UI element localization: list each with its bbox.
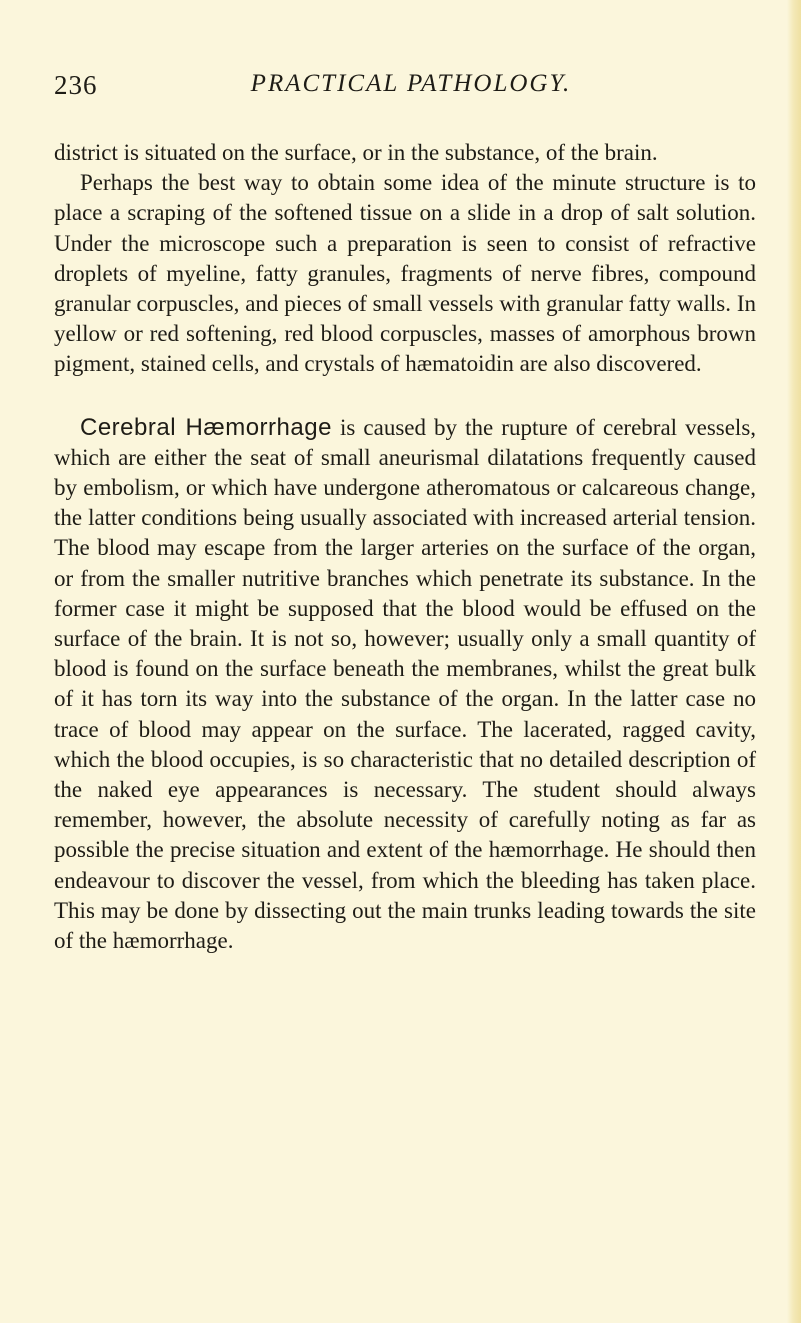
body-text	[54, 138, 756, 956]
running-title: PRACTICAL PATHOLOGY.	[250, 70, 572, 97]
section-body: is caused by the rupture of cerebral vessels, which are either the seat of small aneurismal dilatations frequently caused by embolism, or which have undergone atheromatous or calcareous change, the latter conditions being usually associated with increased arterial tension. The blood may escape from the larger arteries on the surface of the organ, or from the smaller nutritive branches which penetrate its substance. In the former case it might be supposed that the blood would be effused on the surface of the brain. It is not so, however; usually only a small quantity of blood is found on the surface beneath the membranes, whilst the great bulk of it has torn its way into the substance of the organ. In the latter case no trace of blood may appear on the surface. The lacerated, ragged cavity, which the blood occupies, is so characteristic that no detailed description of the naked eye appearances is necessary. The student should always remember, however, the absolute necessity of carefully noting as far as possible the precise situation and extent of the hæmorrhage. He should then endeavour to discover the vessel, from which the bleeding has taken place. This may be done by dissecting out the main trunks leading towards the site of the hæmorrhage.	[54, 414, 757, 954]
page-number: 236	[54, 70, 98, 100]
paragraph-continuation: district is situated on the surface, or in the substance, of the brain.	[54, 140, 658, 165]
book-page	[54, 70, 756, 956]
section-heading: Cerebral Hæmorrhage	[80, 413, 332, 441]
paragraph-cerebral-haemorrhage	[54, 413, 756, 957]
paragraph-microscopy: Perhaps the best way to obtain some idea of the minute structure is to place a scraping of the softened tissue on a slide in a drop of salt solution. Under the microscope such a preparation is seen to consist of refractive droplets of myeline, fatty granules, fragments of nerve fibres, compound granular corpuscles, and pieces of small vessels with granular fatty walls. In yellow or red softening, red blood corpuscles, masses of amorphous brown pigment, stained cells, and crystals of hæmatoidin are also discovered.	[54, 170, 756, 377]
page-edge	[787, 0, 801, 1323]
running-head	[54, 70, 756, 116]
